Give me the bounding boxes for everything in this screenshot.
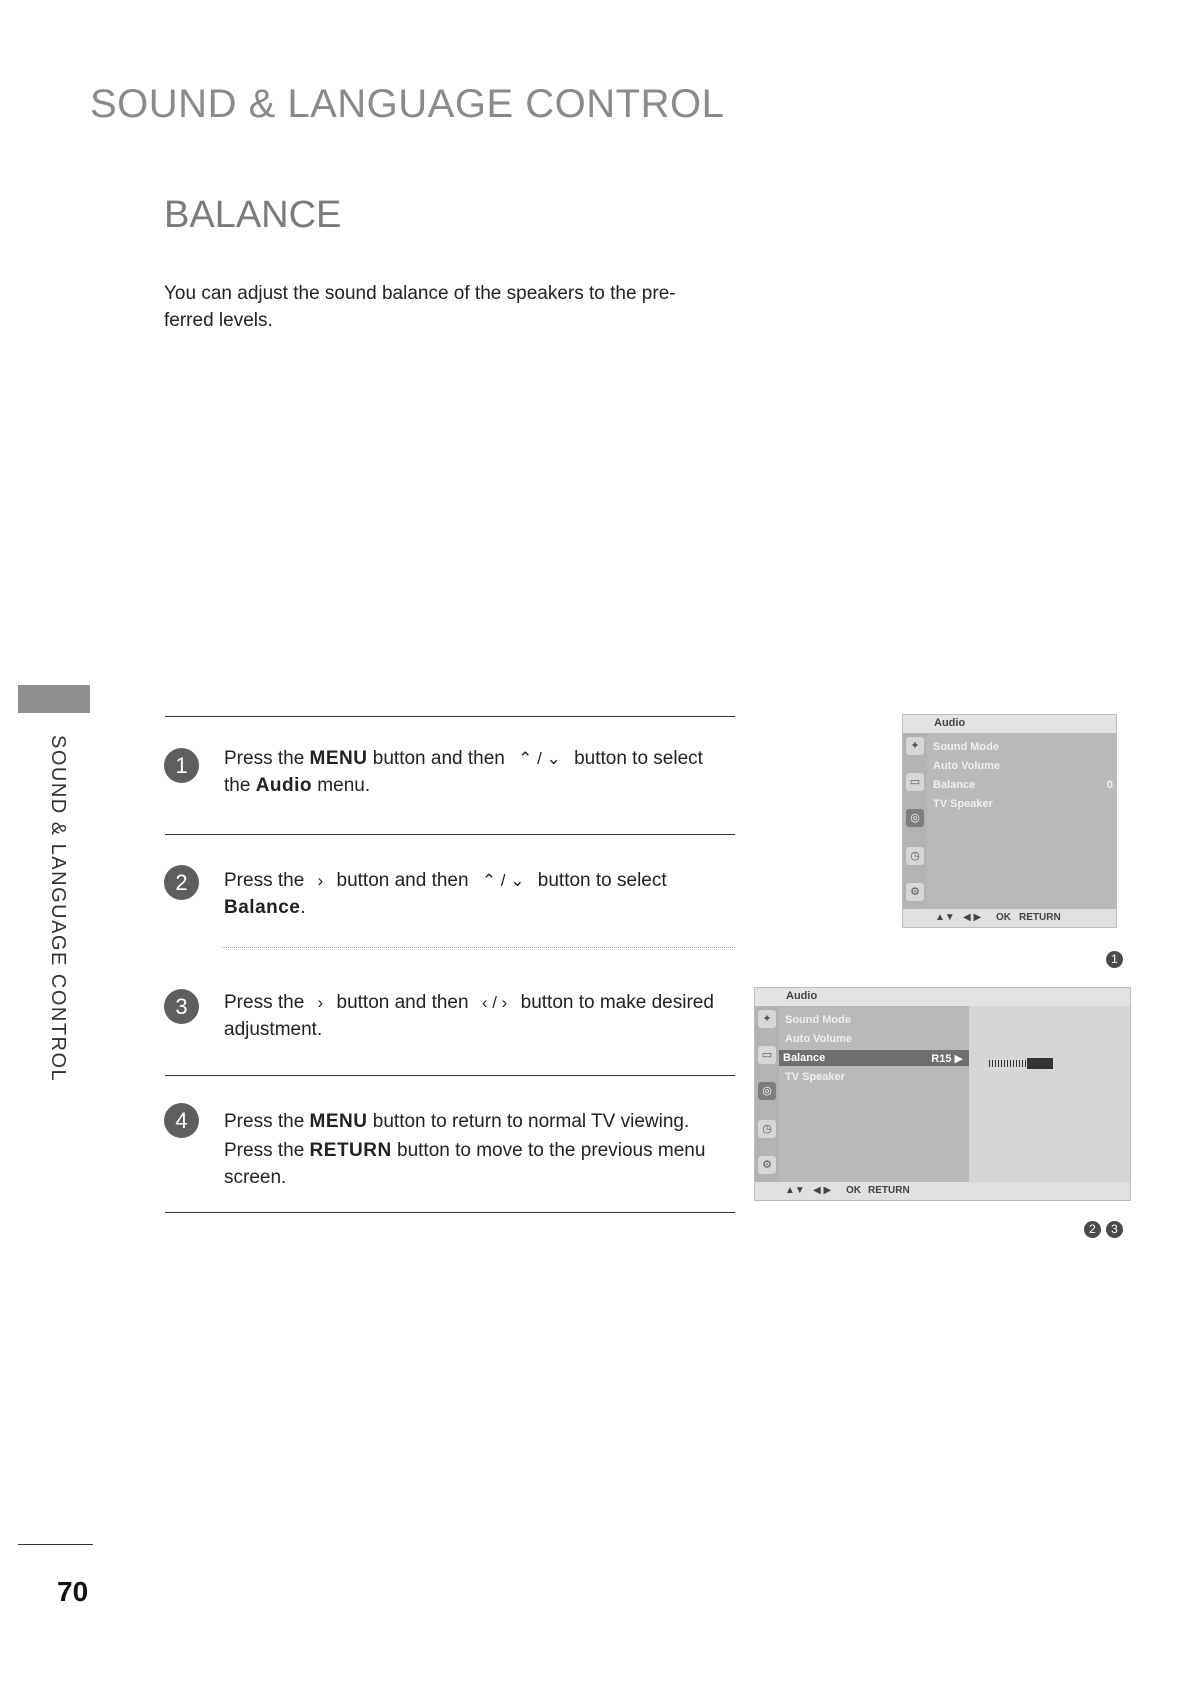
menu-item-sound-mode[interactable]: Sound Mode [785, 1014, 851, 1026]
up-down-arrows-icon: ⌃ / ⌄ [481, 871, 525, 890]
divider [165, 1212, 735, 1213]
balance-value: 0 [1106, 779, 1113, 791]
option-menu-icon[interactable]: ⚙ [758, 1156, 776, 1174]
tv-menu-screen-balance [754, 987, 1131, 1201]
option-menu-icon[interactable]: ⚙ [906, 883, 924, 901]
step-2-number: 2 [164, 865, 199, 900]
menu-icon-column [903, 733, 927, 909]
menu-item-list [927, 733, 1116, 909]
menu-item-tv-speaker[interactable]: TV Speaker [933, 798, 993, 810]
page-header-title: SOUND & LANGUAGE CONTROL [90, 82, 725, 126]
section-title: BALANCE [164, 194, 342, 236]
time-menu-icon[interactable]: ◷ [758, 1120, 776, 1138]
tv-menu-screen-audio [902, 714, 1117, 928]
menu-item-sound-mode[interactable]: Sound Mode [933, 741, 999, 753]
step-3-number: 3 [164, 989, 199, 1024]
step-4-number: 4 [164, 1103, 199, 1138]
menu-item-balance[interactable]: Balance [783, 1052, 826, 1064]
return-label: RETURN [868, 1185, 910, 1196]
return-label: RETURN [1019, 912, 1061, 923]
page-number-rule [18, 1544, 93, 1545]
up-down-arrows-icon: ⌃ / ⌄ [518, 749, 561, 768]
screen-footer [903, 909, 1116, 927]
step-4-text: Press the MENU button to return to normal TV viewing. Press the RETURN button to move to the previous menu screen. [224, 1111, 706, 1188]
screen-title: Audio [934, 717, 966, 729]
ok-label: OK [996, 912, 1011, 923]
step-1-text: Press the MENU button and then ⌃ / ⌄ button to select the Audio menu. [224, 745, 734, 799]
balance-slider-bar[interactable] [1027, 1058, 1053, 1069]
menu-icon-column [755, 1006, 779, 1182]
screen-header [903, 715, 1116, 733]
screen-1-step-badge: 1 [1106, 951, 1123, 968]
screen-3-step-badge: 3 [1106, 1221, 1123, 1238]
balance-adjust-panel [969, 1006, 1130, 1182]
up-down-nav-icon: ▲▼ [935, 912, 955, 923]
intro-text: You can adjust the sound balance of the speakers to the pre-ferred levels. [164, 283, 676, 331]
menu-item-balance[interactable]: Balance [933, 779, 976, 791]
menu-item-tv-speaker[interactable]: TV Speaker [785, 1071, 845, 1083]
screen-2-step-badge: 2 [1084, 1221, 1101, 1238]
dotted-divider [222, 947, 735, 948]
divider [165, 1075, 735, 1076]
picture-menu-icon[interactable]: ✦ [906, 737, 924, 755]
picture-menu-icon[interactable]: ✦ [758, 1010, 776, 1028]
left-right-arrows-icon: ‹ / › [481, 993, 508, 1012]
ok-label: OK [846, 1185, 861, 1196]
step-3-text: Press the › button and then ‹ / › button to make desired adjustment. [224, 989, 734, 1043]
screen-header [755, 988, 1130, 1006]
left-right-nav-icon: ◀ ▶ [963, 912, 982, 923]
setup-menu-icon[interactable]: ▭ [758, 1046, 776, 1064]
step-2-text: Press the › button and then ⌃ / ⌄ button to select Balance. [224, 867, 734, 921]
balance-value: R15 ▶ [931, 1053, 963, 1065]
right-arrow-icon: › [317, 993, 324, 1012]
divider [165, 716, 735, 717]
menu-item-auto-volume[interactable]: Auto Volume [785, 1033, 853, 1045]
chapter-tab-marker [18, 685, 90, 713]
right-arrow-icon: › [317, 871, 324, 890]
balance-scale-ticks [989, 1060, 1027, 1067]
setup-menu-icon[interactable]: ▭ [906, 773, 924, 791]
screen-title: Audio [786, 990, 818, 1002]
screen-footer [755, 1182, 1130, 1200]
chapter-side-label: SOUND & LANGUAGE CONTROL [47, 735, 69, 1083]
step-1-number: 1 [164, 748, 199, 783]
audio-menu-icon[interactable]: ◎ [758, 1082, 776, 1100]
menu-item-auto-volume[interactable]: Auto Volume [933, 760, 1001, 772]
menu-item-list [779, 1006, 969, 1182]
audio-menu-icon[interactable]: ◎ [906, 809, 924, 827]
time-menu-icon[interactable]: ◷ [906, 847, 924, 865]
left-right-nav-icon: ◀ ▶ [813, 1185, 832, 1196]
divider [165, 834, 735, 835]
up-down-nav-icon: ▲▼ [785, 1185, 805, 1196]
page-number: 70 [57, 1576, 89, 1607]
